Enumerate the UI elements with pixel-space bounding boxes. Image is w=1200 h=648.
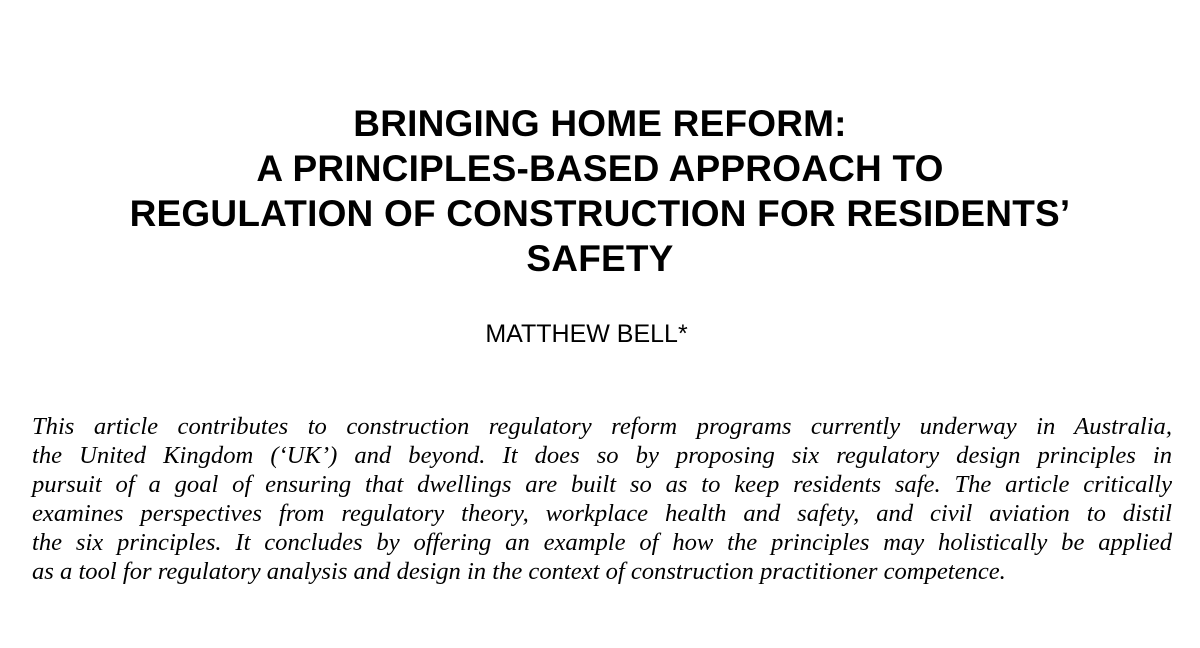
abstract-line-6: as a tool for regulatory analysis and design in the context of construction practitioner competence. [32, 558, 1006, 585]
title-line-2: A PRINCIPLES-BASED APPROACH TO [256, 147, 944, 189]
title-line-1: BRINGING HOME REFORM: [353, 102, 847, 144]
abstract-line-2: the United Kingdom (‘UK’) and beyond. It does so by proposing six regulatory design principles in [32, 442, 1172, 469]
abstract-line-3: pursuit of a goal of ensuring that dwellings are built so as to keep residents safe. The article critically [32, 471, 1172, 498]
title-line-3: REGULATION OF CONSTRUCTION FOR RESIDENTS’ [129, 192, 1071, 234]
paper-title [0, 101, 1200, 281]
abstract-line-5: the six principles. It concludes by offering an example of how the principles may holistically be applied [32, 529, 1172, 556]
author-name: MATTHEW BELL* [485, 320, 688, 348]
abstract-line-4: examines perspectives from regulatory theory, workplace health and safety, and civil aviation to distil [32, 500, 1172, 527]
abstract-line-1: This article contributes to construction regulatory reform programs currently underway in Australia, [32, 413, 1172, 440]
abstract [32, 412, 1172, 586]
title-line-4: SAFETY [526, 237, 674, 279]
